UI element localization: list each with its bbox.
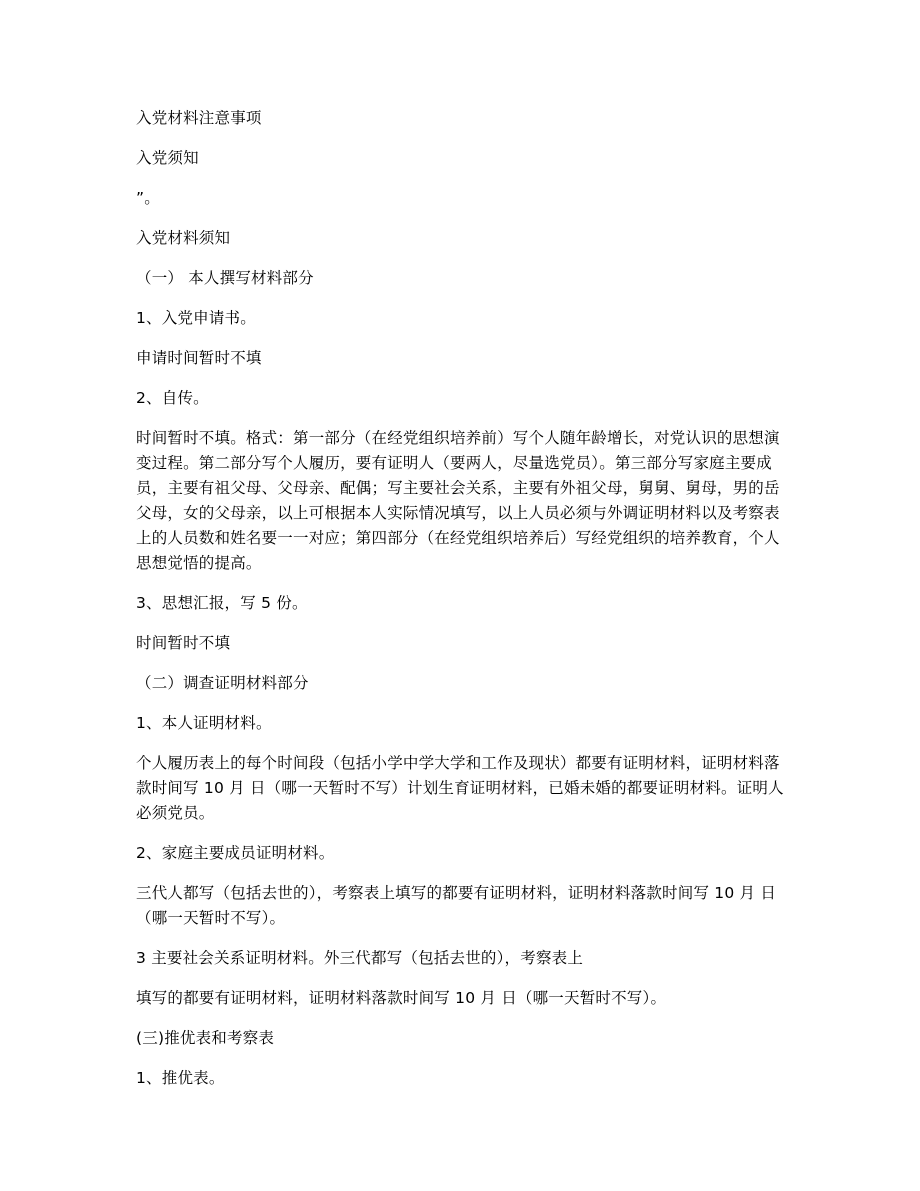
section-heading-2: （二）调查证明材料部分 <box>136 674 309 692</box>
item-recommendation-form: 1、推优表。 <box>136 1069 225 1087</box>
heading-notice: 入党须知 <box>136 149 199 167</box>
paragraph-family-proof: 三代人都写（包括去世的），考察表上填写的都要有证明材料，证明材料落款时间写 10 月 日（哪一天暂时不写）。 <box>136 884 777 927</box>
paragraph-autobiography-format: 时间暂时不填。格式：第一部分（在经党组织培养前）写个人随年龄增长，对党认识的思想演变过程。第二部分写个人履历，要有证明人（要两人，尽量选党员）。第三部分写家庭主要成员，主要有祖父母、父母亲、配偶；写主要社会关系，主要有外祖父母，舅舅、舅母，男的岳父母，女的父母亲，以上可根据本人实际情况填写，以上人员必须与外调证明材料以及考察表上的人员数和姓名要一一对应；第四部分（在经党组织培养后）写经党组织的培养教育，个人思想觉悟的提高。 <box>136 429 780 572</box>
section-heading-3: (三)推优表和考察表 <box>136 1029 275 1047</box>
heading-materials-notice: 入党材料须知 <box>136 229 231 247</box>
note-report-time: 时间暂时不填 <box>136 634 231 652</box>
item-thought-report: 3、思想汇报，写 5 份。 <box>136 594 308 612</box>
title-line: 入党材料注意事项 <box>136 109 262 127</box>
item-application-letter: 1、入党申请书。 <box>136 309 256 327</box>
note-application-time: 申请时间暂时不填 <box>136 349 262 367</box>
paragraph-personal-proof: 个人履历表上的每个时间段（包括小学中学大学和工作及现状）都要有证明材料，证明材料落款时间写 10 月 日（哪一天暂时不写）计划生育证明材料，已婚未婚的都要证明材料。证明人必须党员。 <box>136 754 784 822</box>
item-personal-proof: 1、本人证明材料。 <box>136 714 272 732</box>
document-body <box>136 106 784 1106</box>
item-autobiography: 2、自传。 <box>136 389 209 407</box>
item-family-proof: 2、家庭主要成员证明材料。 <box>136 844 335 862</box>
stray-punctuation-line: ”。 <box>136 189 160 207</box>
paragraph-social-relations-proof: 填写的都要有证明材料，证明材料落款时间写 10 月 日（哪一天暂时不写）。 <box>136 989 667 1007</box>
section-heading-1: （一） 本人撰写材料部分 <box>136 269 314 287</box>
item-social-relations-proof: 3 主要社会关系证明材料。外三代都写（包括去世的），考察表上 <box>136 949 584 967</box>
